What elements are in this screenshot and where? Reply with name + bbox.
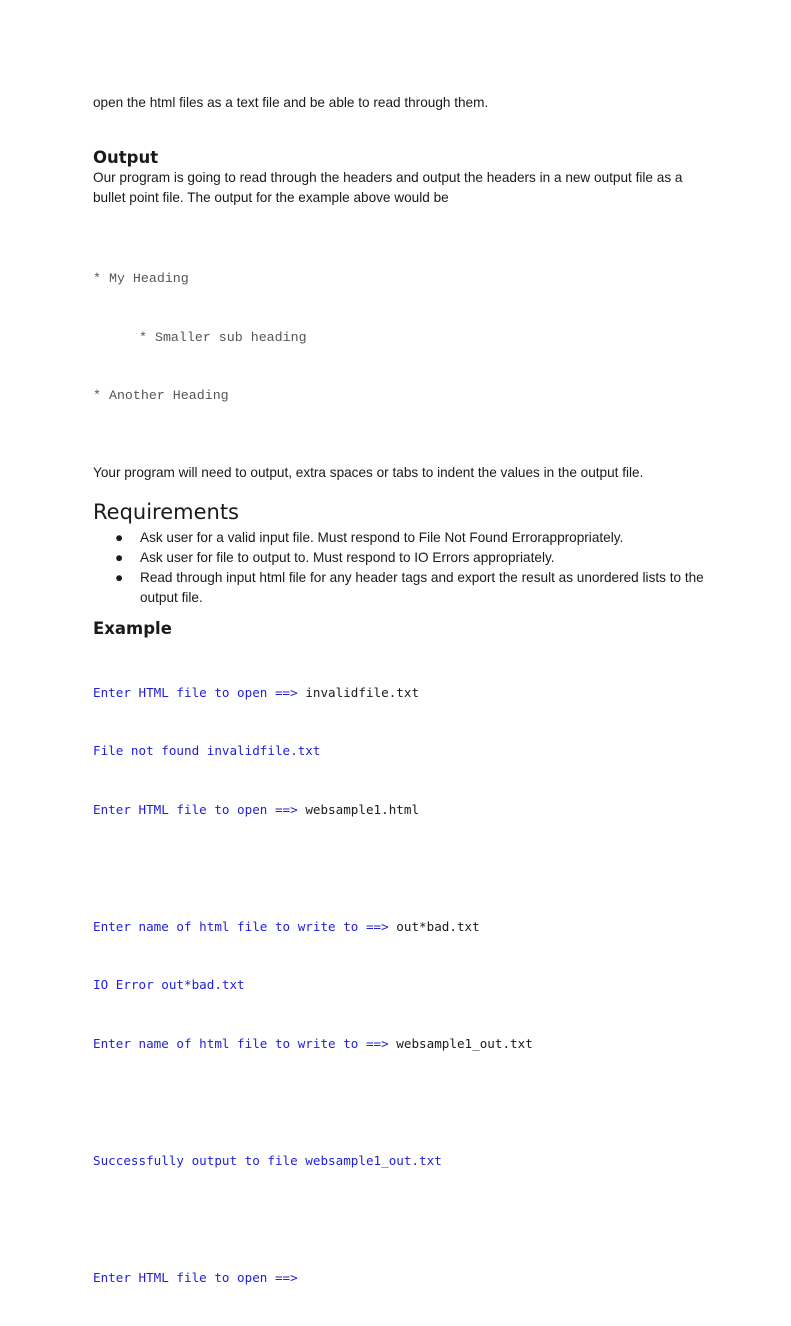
document-page bbox=[93, 93, 713, 1326]
console-prompt: Enter HTML file to open ==> bbox=[93, 685, 305, 700]
console-line bbox=[93, 1151, 713, 1171]
console-response: websample1_out.txt bbox=[396, 1036, 532, 1051]
bullet-icon: ● bbox=[115, 548, 123, 568]
list-item-text: Read through input html file for any header tags and export the result as unordered lists to the output file. bbox=[140, 570, 704, 605]
console-response: out*bad.txt bbox=[396, 919, 479, 934]
output-paragraph: Our program is going to read through the headers and output the headers in a new output file as a bullet point file. The output for the example above would be bbox=[93, 168, 713, 208]
code-line-another-heading: * Another Heading bbox=[93, 386, 713, 406]
list-item-text: Ask user for file to output to. Must respond to IO Errors appropriately. bbox=[140, 550, 555, 565]
console-prompt: Successfully output to file websample1_out.txt bbox=[93, 1153, 442, 1168]
console-line bbox=[93, 1209, 713, 1229]
output-heading: Output bbox=[93, 148, 713, 168]
console-line bbox=[93, 1034, 713, 1054]
example-console bbox=[93, 644, 713, 1326]
requirements-list bbox=[93, 528, 713, 608]
code-line-heading: * My Heading bbox=[93, 269, 713, 289]
console-line bbox=[93, 975, 713, 995]
list-item bbox=[93, 548, 713, 568]
console-prompt: Enter name of html file to write to ==> bbox=[93, 1036, 396, 1051]
console-prompt: Enter HTML file to open ==> bbox=[93, 802, 305, 817]
intro-line: open the html files as a text file and be able to read through them. bbox=[93, 93, 713, 113]
console-line bbox=[93, 741, 713, 761]
console-line bbox=[93, 683, 713, 703]
output-code-sample bbox=[93, 230, 713, 445]
bullet-icon: ● bbox=[115, 568, 123, 588]
console-prompt: Enter HTML file to open ==> bbox=[93, 1270, 298, 1285]
console-response: websample1.html bbox=[305, 802, 419, 817]
console-response: invalidfile.txt bbox=[305, 685, 419, 700]
console-prompt: Enter name of html file to write to ==> bbox=[93, 919, 396, 934]
example-heading: Example bbox=[93, 619, 713, 639]
code-line-subheading: * Smaller sub heading bbox=[93, 328, 713, 348]
console-line bbox=[93, 858, 713, 878]
console-prompt: IO Error out*bad.txt bbox=[93, 977, 245, 992]
console-line bbox=[93, 1092, 713, 1112]
requirements-heading: Requirements bbox=[93, 499, 713, 525]
list-item bbox=[93, 528, 713, 548]
console-line bbox=[93, 1268, 713, 1288]
console-line bbox=[93, 917, 713, 937]
output-after-paragraph: Your program will need to output, extra spaces or tabs to indent the values in the output file. bbox=[93, 463, 713, 483]
bullet-icon: ● bbox=[115, 528, 123, 548]
list-item bbox=[93, 568, 713, 608]
console-line bbox=[93, 800, 713, 820]
list-item-text: Ask user for a valid input file. Must respond to File Not Found Errorappropriately. bbox=[140, 530, 623, 545]
console-prompt: File not found invalidfile.txt bbox=[93, 743, 320, 758]
